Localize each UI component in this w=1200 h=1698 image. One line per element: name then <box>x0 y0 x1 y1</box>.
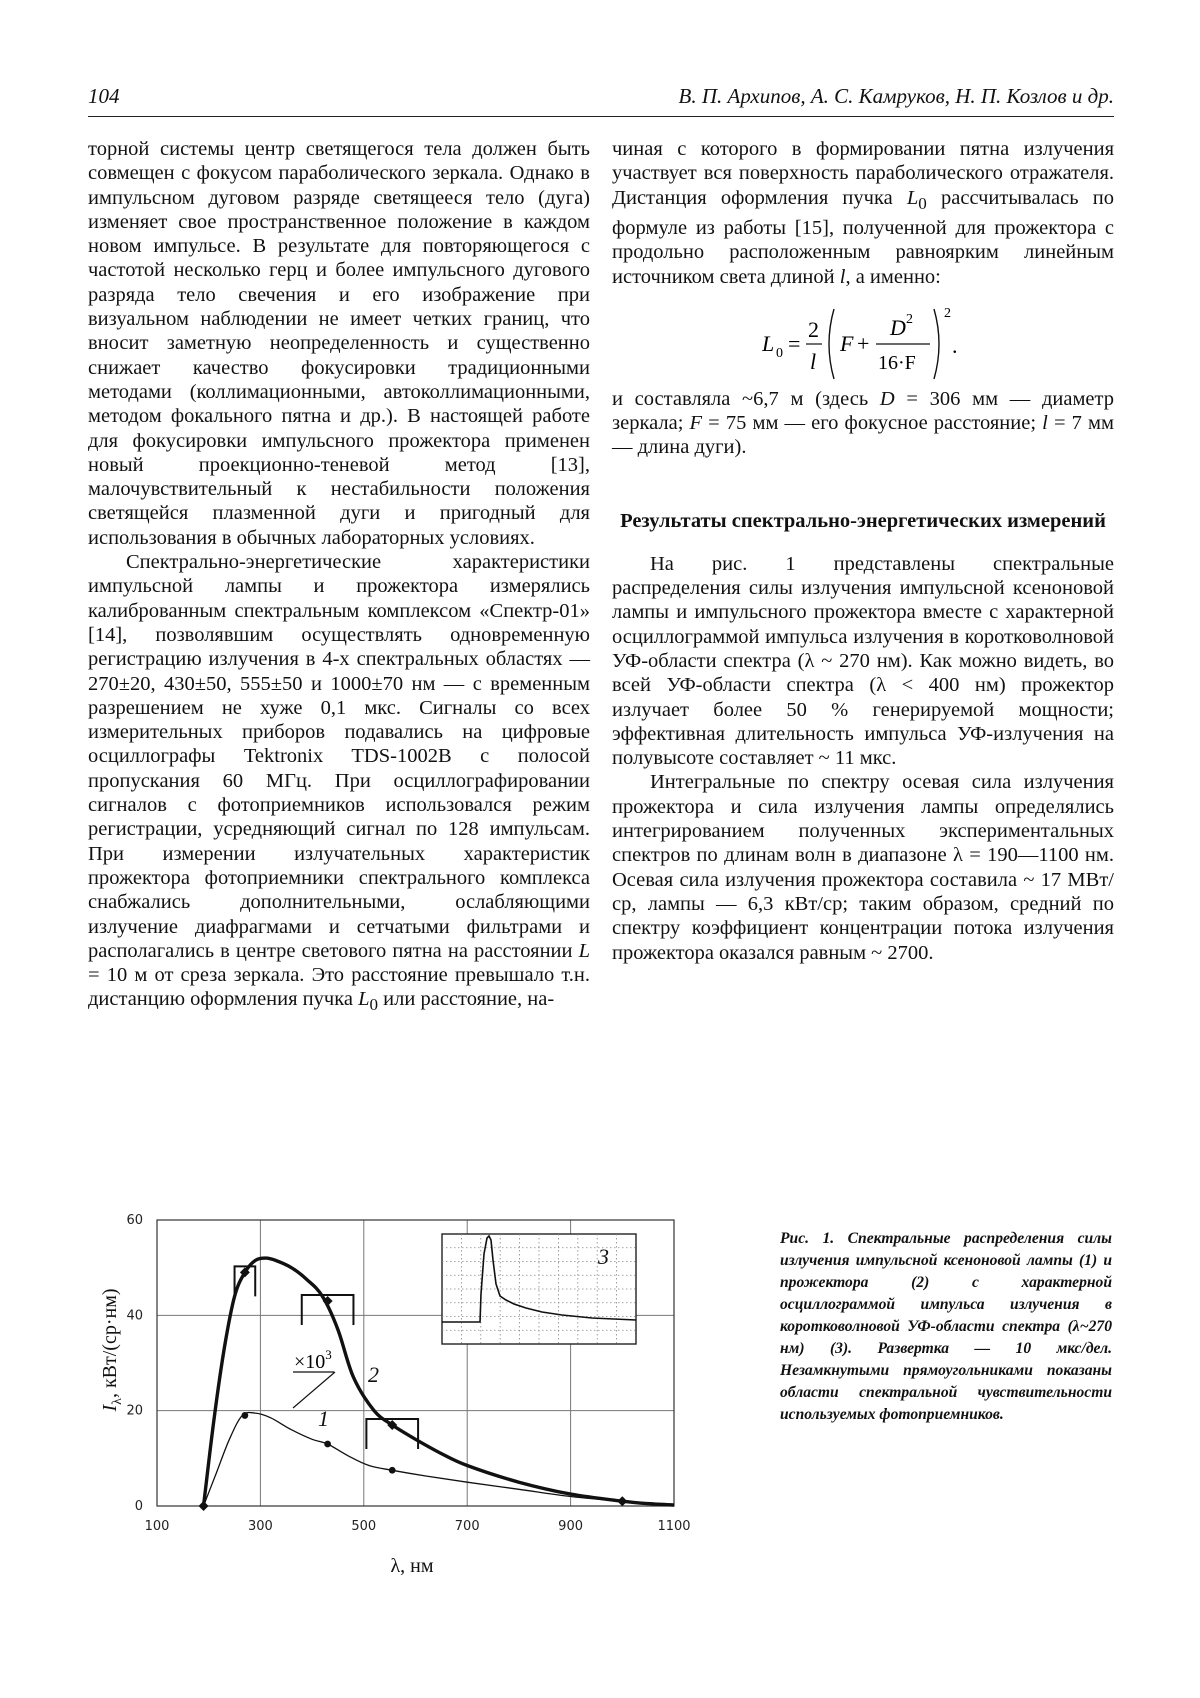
y-tick-20: 20 <box>126 1403 143 1419</box>
y-tick-0: 0 <box>134 1499 143 1514</box>
paragraph-focusing: торной системы центр светящегося тела должен быть совмещен с фокусом параболического зеркала. Однако в импульсном дуговом разряде светящееся тело (дуга) изменяет свое пространственное положение в каждом новом импульсе. В результате для повторяющегося с частотой несколько герц и более импульсного дугового разряда тело свечения и его изображение при визуальном наблюдении не имеет четких границ, что вносит заметную неопределенность и существенно снижает качество фокусировки традиционными методами (коллимационными, автоколлимационными, методом фокального пятна и др.). В настоящей работе для фокусировки импульсного прожектора применен новый проекционно-теневой метод [13], малочувствительный к нестабильности положения светящейся плазменной дуги и пригодный для использования в обычных лабораторных условиях. <box>88 138 590 549</box>
x-tick-1100: 1100 <box>657 1519 691 1534</box>
left-column <box>88 137 590 1018</box>
formula-outer-exp: 2 <box>944 305 951 321</box>
paragraph-integral: Интегральные по спектру осевая сила излучения прожектора и сила излучения лампы определялись интегрированием полученных экспериментальных спектров по длинам волн в диапазоне λ = 190—1100 нм. Осевая сила излучения прожектора составила ~ 17 МВт/ср, лампы — 6,3 кВт/ср; таким образом, средний по спектру коэффициент концентрации потока излучения прожектора оказался равным ~ 2700. <box>612 771 1114 964</box>
params-c: = 75 мм — его фокусное расстояние; <box>702 412 1043 435</box>
series-1-marker-555 <box>389 1467 396 1474</box>
y-tick-60: 60 <box>126 1213 143 1228</box>
var-F: F <box>689 412 703 435</box>
var-l-2: l <box>1042 412 1048 435</box>
var-L: L <box>578 939 590 962</box>
paragraph-measurement <box>88 550 590 1018</box>
formula-D: D <box>890 314 906 340</box>
paragraph-measurement-end: или расстояние, на- <box>378 988 555 1011</box>
formula-den: 16·F <box>878 351 916 374</box>
var-L0-right-sub: 0 <box>918 193 927 213</box>
x-tick-700: 700 <box>454 1519 480 1534</box>
formula-num2: 2 <box>808 316 819 342</box>
params-d: = 7 мм — длина дуги). <box>612 412 1114 459</box>
formula-lhs-sub: 0 <box>776 345 783 361</box>
y-axis-label <box>99 1288 125 1412</box>
scale-note <box>294 1347 332 1373</box>
x-tick-100: 100 <box>144 1519 170 1534</box>
y-axis-label-I: I <box>99 1404 121 1412</box>
var-L0-right: L <box>906 186 919 209</box>
var-l: l <box>839 265 846 288</box>
series-2-marker-1000 <box>617 1496 627 1506</box>
y-axis-label-sub: λ <box>110 1398 125 1405</box>
paragraph-measurement-mid: = 10 м от среза зеркала. Это расстояние превышало т.н. дистанцию оформления пучка <box>88 964 590 1011</box>
formula-paren-left <box>829 309 834 379</box>
y-axis-label-rest: , кВт/(ср·нм) <box>99 1288 121 1399</box>
series-1-line <box>204 1412 675 1506</box>
scale-note-leader <box>293 1372 335 1408</box>
formula-paren-right <box>934 309 939 379</box>
curve-label-1: 1 <box>318 1406 329 1431</box>
figure-caption <box>780 1228 1112 1426</box>
series-1-marker-270 <box>241 1412 248 1419</box>
curve-label-2: 2 <box>368 1362 379 1387</box>
series-1-marker-430 <box>324 1441 331 1448</box>
x-tick-900: 900 <box>558 1519 584 1534</box>
formula-D-sup: 2 <box>906 311 913 327</box>
x-tick-500: 500 <box>351 1519 377 1534</box>
figure-1 <box>80 1140 760 1580</box>
page-number: 104 <box>88 84 120 108</box>
beam-distance-end: , а именно: <box>845 265 941 288</box>
formula-lhs: L <box>762 330 775 356</box>
paragraph-params <box>612 387 1114 460</box>
params-b: = 306 мм — диаметр зеркала; <box>612 387 1114 435</box>
section-title: Результаты спектрально-энергетических измерений <box>620 509 1106 532</box>
formula-eq: = <box>788 330 801 356</box>
formula-L0 <box>612 289 1114 387</box>
running-header-authors: В. П. Архипов, А. С. Камруков, Н. П. Козлов и др. <box>678 84 1114 108</box>
y-tick-40: 40 <box>126 1308 143 1324</box>
figure-caption-text: Рис. 1. Спектральные распределения силы излучения импульсной ксеноновой лампы (1) и прожектора (2) с характерной осциллограммой импульса излучения в коротковолновой УФ-области спектра (λ~270 нм) (3). Развертка — 10 мкс/дел. Незамкнутыми прямоугольниками показаны области спектральной чувствительности используемых фотоприемников. <box>780 1230 1112 1423</box>
formula-den-l: l <box>810 348 817 374</box>
scale-note-exp: 3 <box>325 1347 332 1362</box>
header-rule <box>88 116 1114 117</box>
right-column <box>612 137 1114 965</box>
beam-distance-mid: рассчитывалась по формуле из работы [15], полученной для прожектора с продольно расположенным равноярким линейным источником света длиной <box>612 186 1114 288</box>
paragraph-results: На рис. 1 представлены спектральные распределения силы излучения импульсной ксеноновой лампы и импульсного прожектора вместе с характерной осциллограммой импульса излучения в коротковолновой УФ-области спектра (λ ~ 270 нм). Как можно видеть, во всей УФ-области спектра (λ < 400 нм) прожектор излучает более 50 % генерируемой мощности; эффективная длительность импульса УФ-излучения на полувысоте составляет ~ 11 мкс. <box>612 552 1114 770</box>
spectral-chart <box>80 1140 760 1580</box>
paragraph-beam-distance <box>612 137 1114 289</box>
x-tick-300: 300 <box>247 1519 273 1534</box>
var-D: D <box>879 387 895 410</box>
formula-dot: . <box>952 332 958 358</box>
var-L0-sub: 0 <box>369 995 379 1015</box>
oscillogram-inset <box>442 1234 636 1344</box>
series-2-marker-190 <box>199 1501 209 1511</box>
formula-svg <box>762 289 982 387</box>
x-axis-label: λ, нм <box>390 1555 434 1577</box>
y-axis-label-group <box>99 1288 125 1412</box>
inset-label-3: 3 <box>598 1244 609 1269</box>
var-L0: L <box>358 988 370 1011</box>
params-a: и составляла ~6,7 м (здесь <box>612 387 880 410</box>
beam-distance-start: чиная с которого в формировании пятна излучения участвует вся поверхность параболического отражателя. Дистанция оформления пучка <box>612 138 1114 209</box>
paragraph-measurement-text: Спектрально-энергетические характеристики импульсной лампы и прожектора измерялись калиброванным спектральным комплексом «Спектр-01» [14], позволявшим осуществлять одновременную регистрацию излучения в 4-х спектральных областях — 270±20, 430±50, 555±50 и 1000±70 нм — с временным разрешением не хуже 0,1 мкс. Сигналы со всех измерительных приборов подавались на цифровые осциллографы Tektronix TDS-1002B с полосой пропускания 60 МГц. При осциллографировании сигналов с фотоприемников использовался режим регистрации, усредняющий сигнал по 128 импульсам. При измерении излучательных характеристик прожектора фотоприемники спектрального комплекса снабжались дополнительными, ослабляющими излучение диафрагмами и сетчатыми фильтрами и располагались в центре светового пятна на расстоянии <box>88 551 590 962</box>
scale-note-base: ×10 <box>294 1351 326 1373</box>
formula-plus: + <box>857 330 870 356</box>
formula-F: F <box>840 330 854 356</box>
